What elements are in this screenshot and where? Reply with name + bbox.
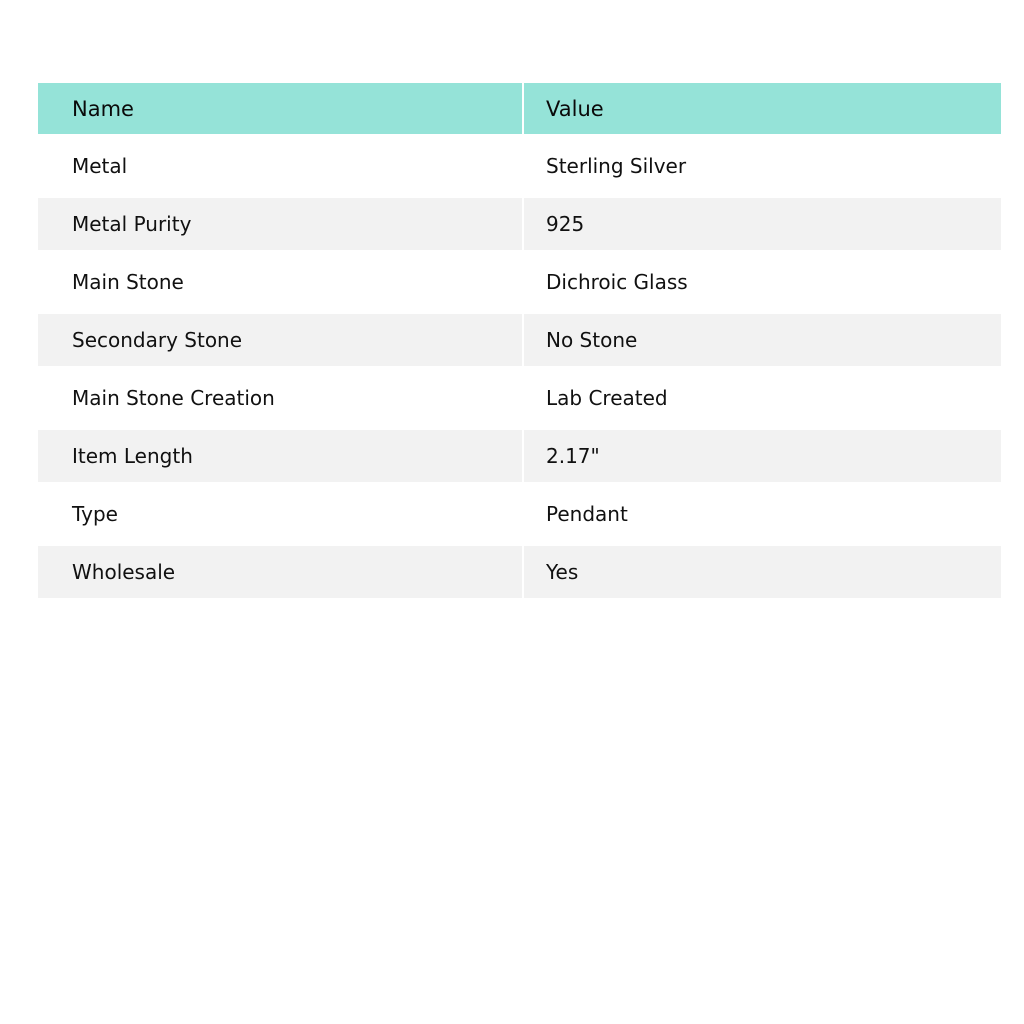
row-name-cell: Metal Purity bbox=[38, 198, 523, 250]
row-name-cell: Wholesale bbox=[38, 546, 523, 598]
row-value-cell: Lab Created bbox=[523, 366, 1001, 430]
row-value-cell: Pendant bbox=[523, 482, 1001, 546]
table-row bbox=[38, 366, 1001, 430]
row-name-cell: Secondary Stone bbox=[38, 314, 523, 366]
row-value-cell: Yes bbox=[523, 546, 1001, 598]
table-header-row bbox=[38, 83, 1001, 134]
row-name-cell: Main Stone bbox=[38, 250, 523, 314]
table-row bbox=[38, 250, 1001, 314]
row-name-cell: Main Stone Creation bbox=[38, 366, 523, 430]
row-value-cell: No Stone bbox=[523, 314, 1001, 366]
row-name-cell: Type bbox=[38, 482, 523, 546]
table-row bbox=[38, 482, 1001, 546]
row-value-cell: Sterling Silver bbox=[523, 134, 1001, 198]
row-name-cell: Metal bbox=[38, 134, 523, 198]
column-header-value: Value bbox=[523, 83, 1001, 134]
table-row bbox=[38, 430, 1001, 482]
row-value-cell: 925 bbox=[523, 198, 1001, 250]
column-header-name: Name bbox=[38, 83, 523, 134]
table-row bbox=[38, 314, 1001, 366]
row-name-cell: Item Length bbox=[38, 430, 523, 482]
row-value-cell: 2.17" bbox=[523, 430, 1001, 482]
specifications-table bbox=[38, 83, 1001, 598]
table-row bbox=[38, 546, 1001, 598]
row-value-cell: Dichroic Glass bbox=[523, 250, 1001, 314]
table-row bbox=[38, 198, 1001, 250]
table-row bbox=[38, 134, 1001, 198]
